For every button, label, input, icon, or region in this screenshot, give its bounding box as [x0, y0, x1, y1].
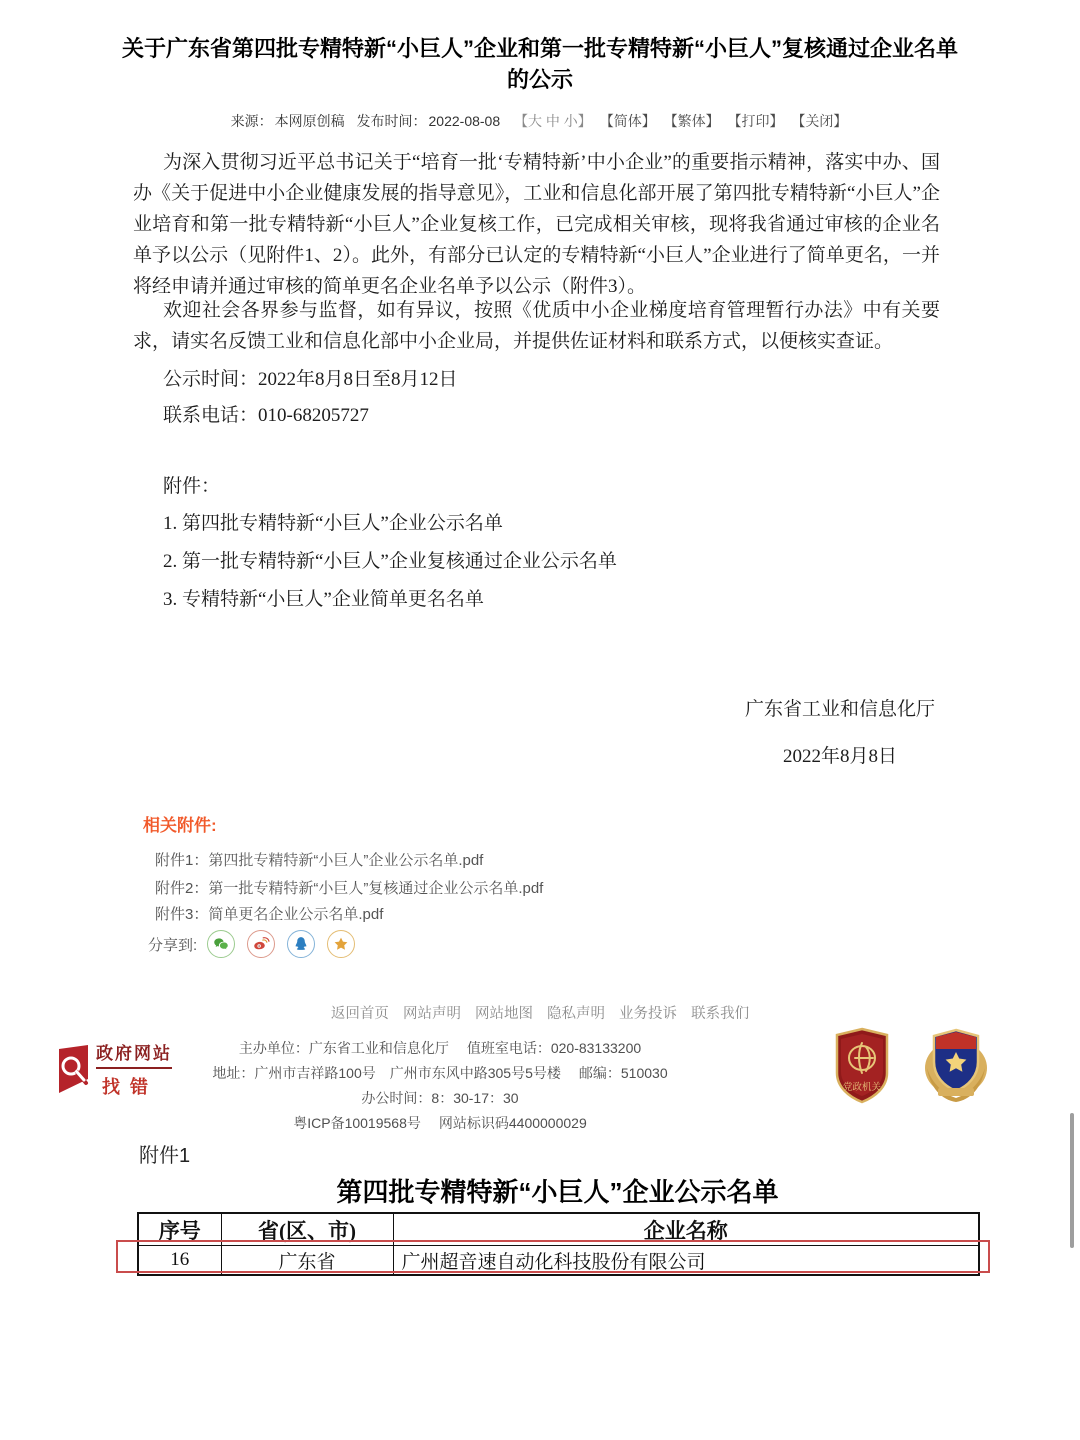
party-gov-badge[interactable]: [833, 1027, 891, 1105]
error-logo-text: [96, 1039, 172, 1099]
attachments-label: 附件：: [163, 476, 221, 497]
table-header-row: [138, 1213, 979, 1246]
nav-complaint[interactable]: 业务投诉: [619, 1006, 678, 1022]
meta-bar: [0, 111, 1080, 131]
error-logo-line1: 政府网站: [96, 1044, 172, 1063]
traditional-button[interactable]: 【繁体】: [663, 113, 720, 129]
embedded-scrollbar[interactable]: [1070, 1113, 1074, 1248]
qzone-share-button[interactable]: [327, 930, 355, 958]
divider: [96, 1067, 172, 1069]
publish-time-label: 发布时间：: [356, 113, 427, 129]
signature-block: [745, 694, 935, 768]
related-link-3[interactable]: 附件3：简单更名企业公示名单.pdf: [155, 906, 384, 923]
source-label: 来源：: [230, 113, 273, 129]
attachment-item: 2. 第一批专精特新“小巨人”企业复核通过企业公示名单: [163, 551, 617, 572]
header-province: 省(区、市): [221, 1213, 393, 1246]
footer-site-code: 网站标识码4400000029: [438, 1115, 587, 1131]
close-button[interactable]: 【关闭】: [791, 113, 848, 129]
cell-seq: 16: [138, 1246, 221, 1276]
wechat-icon: [212, 935, 230, 953]
share-label: 分享到:: [148, 936, 198, 954]
issue-date: 2022年8月8日: [782, 746, 897, 767]
body-paragraph: 为深入贯彻习近平总书记关于“培育一批‘专精特新’中小企业”的重要指示精神，落实中办、国办《关于促进中小企业健康发展的指导意见》，工业和信息化部开展了第四批专精特新“小巨人”企业培育和第一批专精特新“小巨人”企业复核工作，已完成相关审核，现将我省通过审核的企业名单予以公示（见附件1、2）。此外，有部分已认定的专精特新“小巨人”企业进行了简单更名，一并将经申请并通过审核的简单更名企业名单予以公示（附件3）。: [133, 152, 940, 297]
gov-site-error-report-logo[interactable]: [56, 1030, 188, 1108]
simplified-button[interactable]: 【简体】: [599, 113, 656, 129]
body-paragraph: 欢迎社会各界参与监督，如有异议，按照《优质中小企业梯度培育管理暂行办法》中有关要求，请实名反馈工业和信息化部中小企业局，并提供佐证材料和联系方式，以便核实查证。: [133, 300, 940, 352]
publish-time-value: 2022-08-08: [428, 113, 501, 129]
attachment-item: 3. 专精特新“小巨人”企业简单更名名单: [163, 589, 484, 610]
nav-sitemap[interactable]: 网站地图: [474, 1006, 533, 1022]
weibo-icon: [252, 935, 270, 953]
footer-info: [160, 1036, 720, 1136]
wechat-share-button[interactable]: [207, 930, 235, 958]
header-company: 企业名称: [393, 1213, 979, 1246]
footer-host: 主办单位：广东省工业和信息化厅: [238, 1040, 449, 1056]
qzone-star-icon: [332, 935, 350, 953]
print-button[interactable]: 【打印】: [727, 113, 784, 129]
related-link-2[interactable]: 附件2：第一批专精特新“小巨人”复核通过企业公示名单.pdf: [155, 880, 544, 897]
attachment-item: 1. 第四批专精特新“小巨人”企业公示名单: [163, 513, 503, 534]
nav-contact[interactable]: 联系我们: [691, 1006, 750, 1022]
related-link-1[interactable]: 附件1：第四批专精特新“小巨人”企业公示名单.pdf: [155, 852, 484, 869]
qq-icon: [292, 935, 310, 953]
font-size-controls[interactable]: 【大 中 小】: [514, 113, 592, 129]
footer-nav: [0, 1002, 1080, 1023]
page-title: 关于广东省第四批专精特新“小巨人”企业和第一批专精特新“小巨人”复核通过企业名单的公示: [121, 36, 958, 92]
attachment1-table-title: 第四批专精特新“小巨人”企业公示名单: [336, 1177, 779, 1207]
nav-home[interactable]: 返回首页: [330, 1006, 389, 1022]
footer-office-hours: 办公时间：8：30-17：30: [361, 1090, 519, 1106]
police-badge[interactable]: [922, 1022, 990, 1104]
issuer: 广东省工业和信息化厅: [745, 699, 936, 720]
footer-icp: 粤ICP备10019568号: [293, 1115, 421, 1131]
footer-duty-phone: 值班室电话：020-83133200: [466, 1040, 642, 1056]
contact-phone: 联系电话：010-68205727: [163, 405, 369, 426]
attachment1-label: 附件1: [139, 1145, 191, 1167]
cell-company: 广州超音速自动化科技股份有限公司: [393, 1246, 979, 1276]
source-value: 本网原创稿: [274, 113, 345, 129]
share-row: [148, 929, 367, 959]
magnifier-pennant-icon: [56, 1043, 90, 1095]
cell-province: 广东省: [221, 1246, 393, 1276]
footer-address: 地址：广州市吉祥路100号 广州市东风中路305号5号楼: [212, 1065, 561, 1081]
table-row: [138, 1246, 979, 1276]
error-logo-line2: 找错: [102, 1077, 158, 1097]
related-attachments-label: 相关附件:: [143, 816, 217, 835]
enterprise-table: [137, 1212, 980, 1276]
qq-share-button[interactable]: [287, 930, 315, 958]
footer-postcode: 邮编：510030: [578, 1065, 668, 1081]
nav-site-statement[interactable]: 网站声明: [402, 1006, 461, 1022]
nav-privacy[interactable]: 隐私声明: [547, 1006, 606, 1022]
header-seq: 序号: [138, 1213, 221, 1246]
party-badge-label: 党政机关: [842, 1082, 882, 1093]
weibo-share-button[interactable]: [247, 930, 275, 958]
publicity-period: 公示时间：2022年8月8日至8月12日: [163, 369, 458, 390]
